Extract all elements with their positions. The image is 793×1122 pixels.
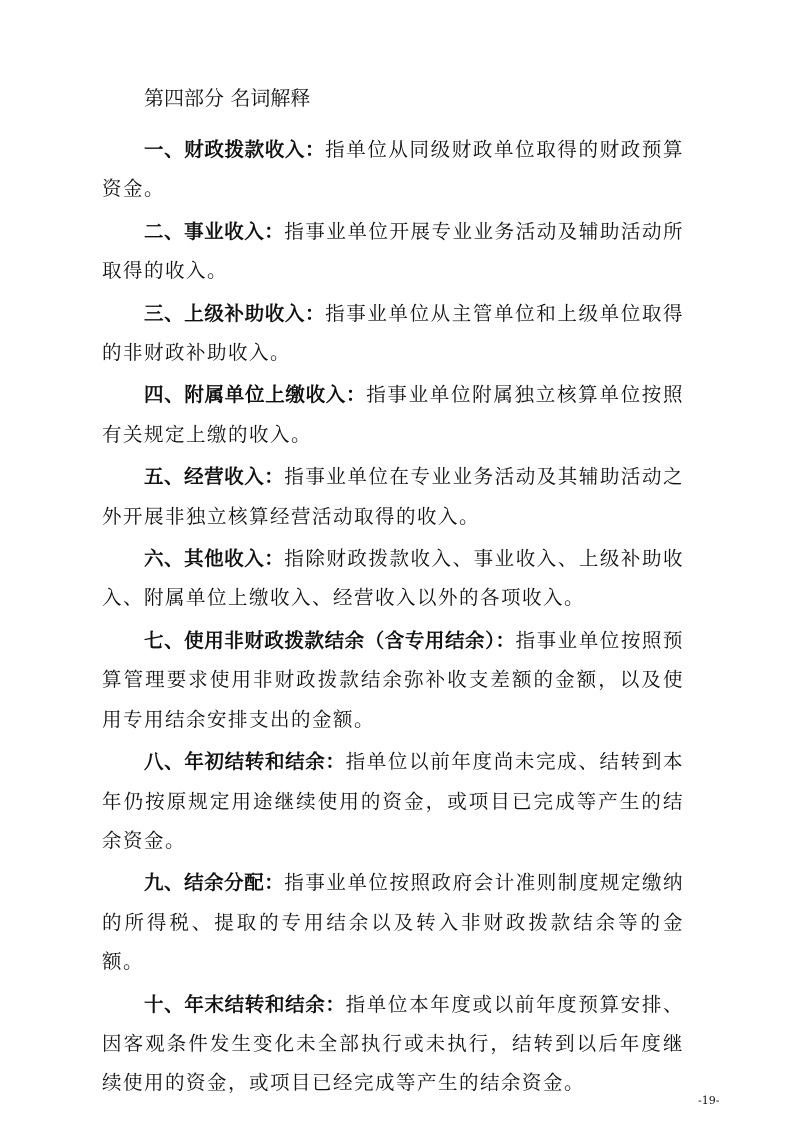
term-definition: 指单位从同级财政单位取得的财政预算资金。	[102, 138, 684, 201]
term-definition: 指事业单位按照政府会计准则制度规定缴纳的所得税、提取的专用结余以及转入非财政拨款结余等的金额。	[102, 871, 684, 974]
terms-list	[102, 130, 684, 1106]
term-2	[102, 212, 684, 291]
term-title: 三、上级补助收入：	[144, 301, 326, 325]
term-10	[102, 985, 684, 1103]
term-title: 八、年初结转和结余：	[144, 750, 346, 774]
term-definition: 指除财政拨款收入、事业收入、上级补助收入、附属单位上缴收入、经营收入以外的各项收入。	[102, 547, 684, 610]
term-title: 二、事业收入：	[144, 219, 285, 243]
term-definition: 指事业单位在专业业务活动及其辅助活动之外开展非独立核算经营活动取得的收入。	[102, 465, 684, 528]
term-title: 五、经营收入：	[144, 465, 285, 489]
term-5	[102, 457, 684, 536]
term-title: 九、结余分配：	[144, 871, 285, 895]
term-definition: 指事业单位开展专业业务活动及辅助活动所取得的收入。	[102, 219, 684, 283]
term-definition: 指事业单位从主管单位和上级单位取得的非财政补助收入。	[102, 301, 684, 365]
term-title: 十、年末结转和结余：	[144, 992, 346, 1016]
term-1	[102, 130, 684, 209]
term-6	[102, 539, 684, 618]
term-definition: 指单位以前年度尚未完成、结转到本年仍按原规定用途继续使用的资金，或项目已完成等产生的结余资金。	[102, 750, 684, 852]
term-definition: 指单位本年度或以前年度预算安排、因客观条件发生变化未全部执行或未执行，结转到以后年度继续使用的资金，或项目已经完成等产生的结余资金。	[102, 992, 684, 1095]
page-number: -19-	[698, 1094, 720, 1107]
term-7	[102, 621, 684, 739]
term-9	[102, 863, 684, 981]
term-3	[102, 294, 684, 373]
term-title: 七、使用非财政拨款结余（含专用结余）：	[144, 628, 516, 652]
term-title: 一、财政拨款收入：	[144, 138, 326, 161]
term-definition: 指事业单位附属独立核算单位按照有关规定上缴的收入。	[102, 383, 684, 446]
section-title: 第四部分 名词解释	[144, 86, 311, 110]
term-8	[102, 742, 684, 860]
term-title: 四、附属单位上缴收入：	[144, 383, 367, 407]
term-4	[102, 375, 684, 454]
term-title: 六、其他收入：	[144, 547, 285, 571]
term-definition: 指事业单位按照预算管理要求使用非财政拨款结余弥补收支差额的金额，以及使用专用结余安排支出的金额。	[102, 628, 684, 731]
